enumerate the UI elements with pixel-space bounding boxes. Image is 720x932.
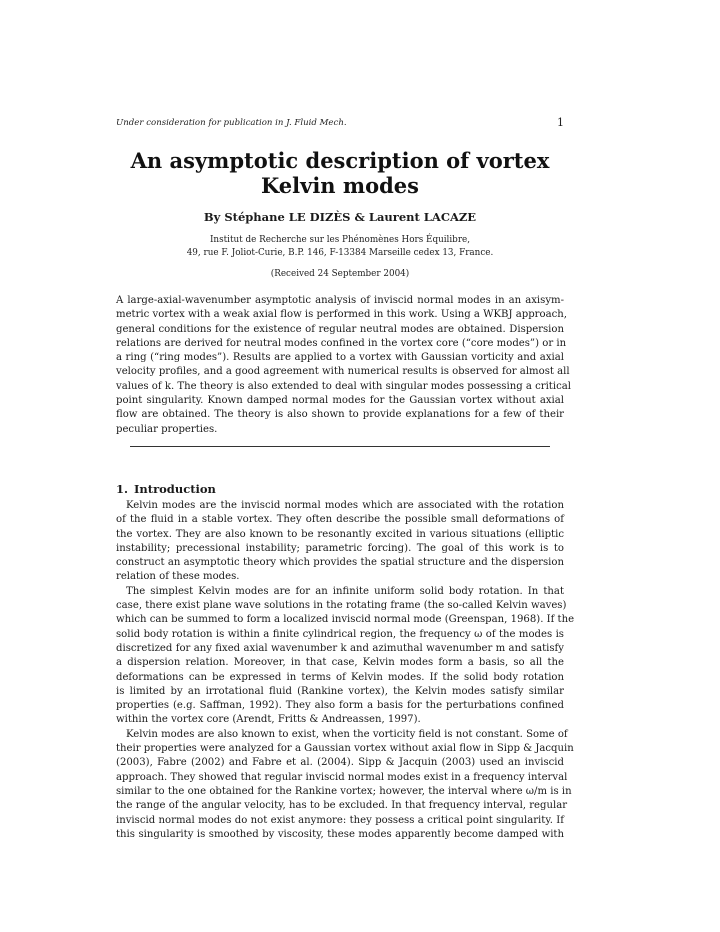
abstract-line: peculiar properties. xyxy=(116,423,218,435)
abstract-line: values of k. The theory is also extended to deal with singular modes possessing a critical xyxy=(116,380,571,392)
body-text xyxy=(116,499,575,842)
abstract xyxy=(116,294,571,437)
running-head: Under consideration for publication in J. Fluid Mech. xyxy=(116,118,347,128)
abstract-line: metric vortex with a weak axial flow is performed in this work. Using a WKBJ approach, xyxy=(116,309,567,321)
abstract-line: general conditions for the existence of regular neutral modes are obtained. Dispersion xyxy=(116,323,564,335)
body-line: of the fluid in a stable vortex. They often describe the possible small deformations of xyxy=(116,514,564,526)
body-line: the range of the angular velocity, has to be excluded. In that frequency interval, regular xyxy=(116,800,568,812)
received-date: (Received 24 September 2004) xyxy=(270,269,410,279)
body-line: the vortex. They are also known to be resonantly excited in various situations (elliptic xyxy=(116,528,564,540)
body-line: approach. They showed that regular inviscid normal modes exist in a frequency interval xyxy=(116,771,568,783)
authors: By Stéphane LE DIZÈS & Laurent LACAZE xyxy=(203,210,477,224)
body-line: relation of these modes. xyxy=(116,571,240,583)
abstract-divider xyxy=(130,446,550,447)
body-line: which can be summed to form a localized inviscid normal mode (Greenspan, 1968). If the xyxy=(116,614,575,626)
body-line: their properties were analyzed for a Gaussian vortex without axial flow in Sipp & Jacquin xyxy=(116,743,574,755)
section-heading xyxy=(116,482,564,496)
body-line: construct an asymptotic theory which provides the spatial structure and the dispersion xyxy=(116,557,564,569)
body-line: instability; precessional instability; parametric forcing). The goal of this work is to xyxy=(116,542,564,554)
body-line: properties (e.g. Saffman, 1992). They also form a basis for the perturbations confined xyxy=(116,700,564,712)
body-line: deformations can be expressed in terms of Kelvin modes. If the solid body rotation xyxy=(116,671,564,683)
body-line: case, there exist plane wave solutions in the rotating frame (the so-called Kelvin waves) xyxy=(116,600,567,612)
abstract-line: flow are obtained. The theory is also shown to provide explanations for a few of their xyxy=(116,409,564,421)
body-line: (2003), Fabre (2002) and Fabre et al. (2004). Sipp & Jacquin (2003) used an inviscid xyxy=(116,757,564,769)
body-line: solid body rotation is within a finite cylindrical region, the frequency ω of the modes is xyxy=(116,628,564,640)
body-line: discretized for any fixed axial wavenumber k and azimuthal wavenumber m and satisfy xyxy=(116,642,564,654)
abstract-line: point singularity. Known damped normal modes for the Gaussian vortex without axial xyxy=(116,395,564,407)
paper-title: An asymptotic description of vortex Kelvin modes xyxy=(130,148,550,198)
abstract-line: relations are derived for neutral modes confined in the vortex core (“core modes”) or in xyxy=(116,337,567,349)
body-line: is limited by an irrotational fluid (Rankine vortex), the Kelvin modes satisfy similar xyxy=(116,685,564,697)
body-line: within the vortex core (Arendt, Fritts & Andreassen, 1997). xyxy=(116,714,421,726)
section-title: Introduction xyxy=(134,482,216,496)
affiliation-line: 49, rue F. Joliot-Curie, B.P. 146, F-13384 Marseille cedex 13, France. xyxy=(186,248,494,258)
abstract-line: A large-axial-wavenumber asymptotic analysis of inviscid normal modes in an axisym- xyxy=(116,295,564,306)
body-line: a dispersion relation. Moreover, in that case, Kelvin modes form a basis, so all the xyxy=(116,657,564,669)
body-line: Kelvin modes are the inviscid normal modes which are associated with the rotation xyxy=(126,500,564,511)
body-line: Kelvin modes are also known to exist, when the vorticity field is not constant. Some of xyxy=(126,728,568,740)
abstract-line: velocity profiles, and a good agreement with numerical results is observed for almost all xyxy=(116,366,570,378)
body-line: inviscid normal modes do not exist anymore: they possess a critical point singularity. If xyxy=(116,814,564,826)
body-line: this singularity is smoothed by viscosity, these modes apparently become damped with xyxy=(116,828,564,840)
page-number: 1 xyxy=(557,116,564,129)
section-number: 1. xyxy=(116,482,129,496)
abstract-line: a ring (“ring modes”). Results are applied to a vortex with Gaussian vorticity and axial xyxy=(116,352,564,364)
body-line: The simplest Kelvin modes are for an infinite uniform solid body rotation. In that xyxy=(126,585,564,597)
body-line: similar to the one obtained for the Rankine vortex; however, the interval where ω/m is in xyxy=(116,785,572,797)
affiliation-line: Institut de Recherche sur les Phénomènes Hors Équilibre, xyxy=(209,235,471,245)
